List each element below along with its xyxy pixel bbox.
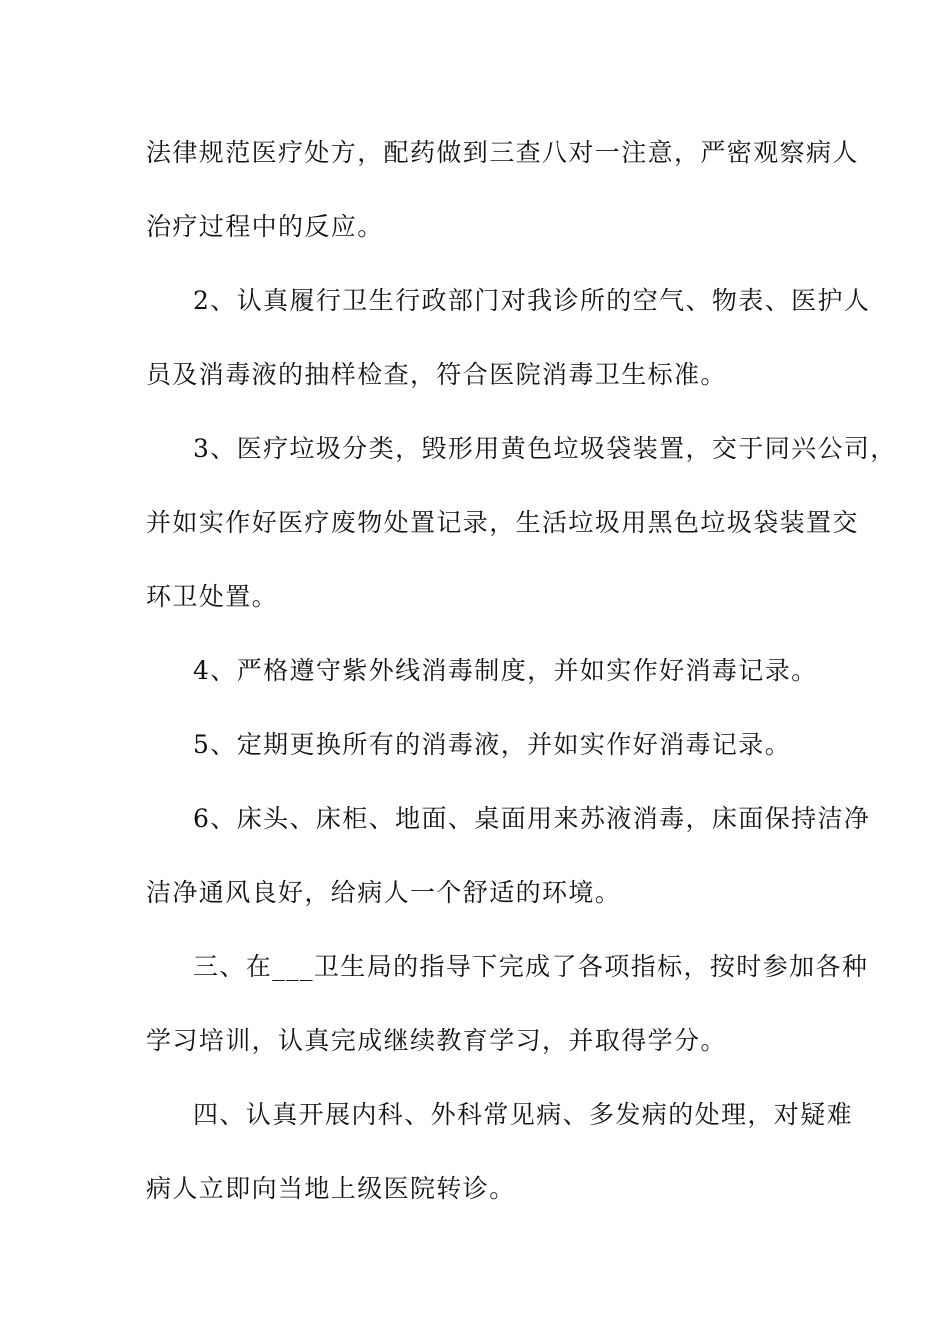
paragraph-4-line-1: 4、严格遵守紫外线消毒制度，并如实作好消毒记录。 [193, 656, 818, 685]
paragraph-7-line-2: 学习培训，认真完成继续教育学习，并取得学分。 [146, 1026, 727, 1055]
paragraph-3-line-1: 3、医疗垃圾分类，毁形用黄色垃圾袋装置，交于同兴公司， [193, 434, 897, 463]
paragraph-7-line-1: 三、在___卫生局的指导下完成了各项指标，按时参加各种 [193, 952, 869, 981]
paragraph-8-line-1: 四、认真开展内科、外科常见病、多发病的处理，对疑难 [193, 1100, 854, 1129]
paragraph-2-line-1: 2、认真履行卫生行政部门对我诊所的空气、物表、医护人 [193, 286, 871, 315]
paragraph-3-line-2: 并如实作好医疗废物处置记录，生活垃圾用黑色垃圾袋装置交 [146, 508, 859, 537]
paragraph-1-line-2: 治疗过程中的反应。 [146, 212, 384, 241]
paragraph-6-line-1: 6、床头、床柜、地面、桌面用来苏液消毒，床面保持洁净 [193, 804, 871, 833]
paragraph-5-line-1: 5、定期更换所有的消毒液，并如实作好消毒记录。 [193, 730, 792, 759]
paragraph-3-line-3: 环卫处置。 [146, 582, 279, 611]
paragraph-2-line-2: 员及消毒液的抽样检查，符合医院消毒卫生标准。 [146, 360, 727, 389]
paragraph-6-line-2: 洁净通风良好，给病人一个舒适的环境。 [146, 878, 622, 907]
paragraph-1-line-1: 法律规范医疗处方，配药做到三查八对一注意，严密观察病人 [146, 138, 859, 167]
paragraph-8-line-2: 病人立即向当地上级医院转诊。 [146, 1174, 516, 1203]
